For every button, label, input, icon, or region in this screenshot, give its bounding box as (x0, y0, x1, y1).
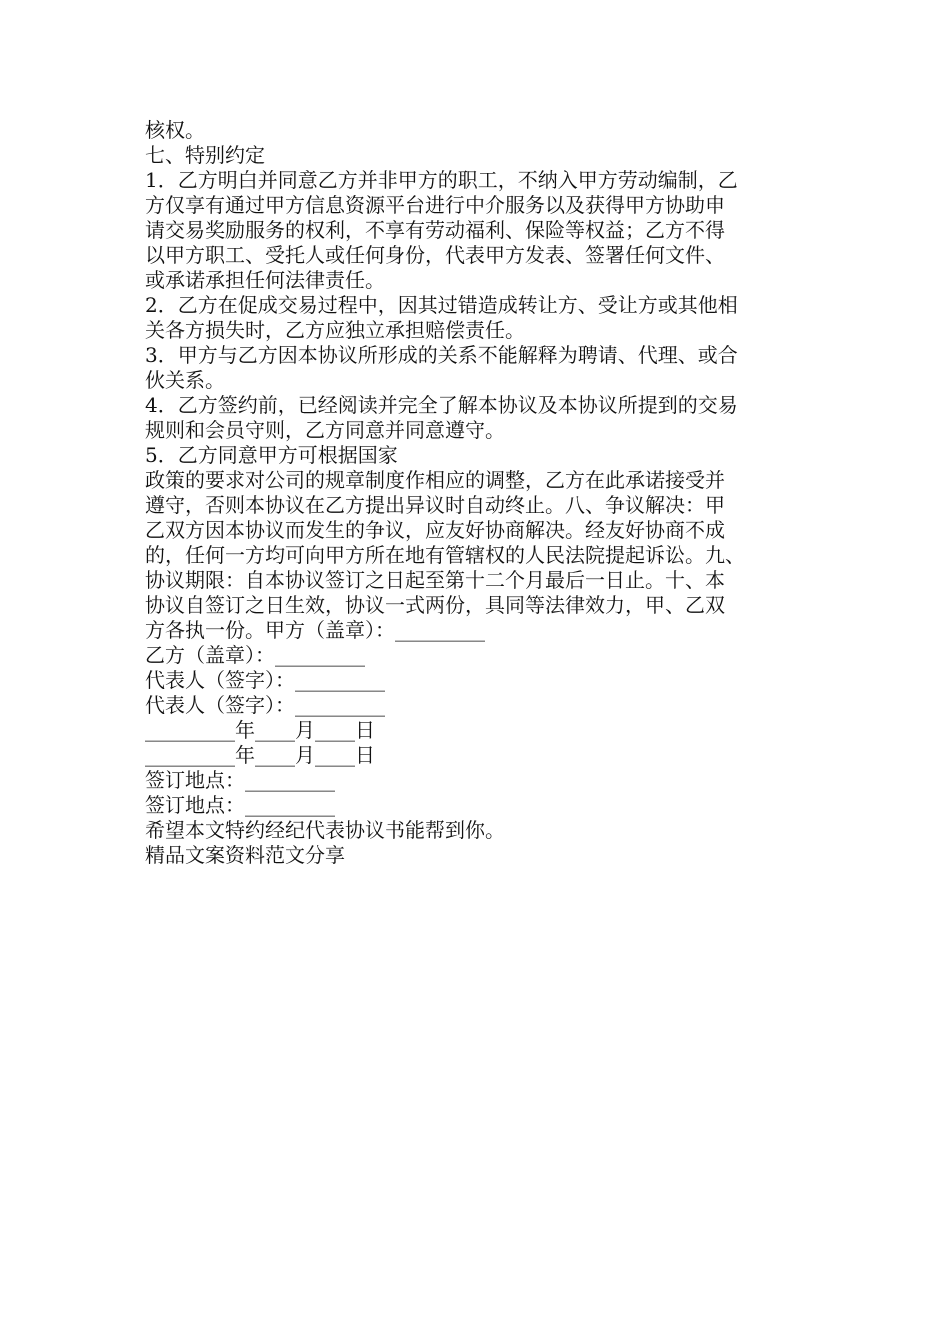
text-line: 方仅享有通过甲方信息资源平台进行中介服务以及获得甲方协助申 (145, 193, 725, 217)
text-line: 核权。 (145, 118, 205, 142)
signature-line-party-b: 乙方（盖章）：_________ (145, 643, 365, 667)
text-line: 遵守，否则本协议在乙方提出异议时自动终止。八、争议解决：甲 (145, 493, 725, 517)
date-line: _________年____月____日 (145, 743, 375, 767)
text-line: 5．乙方同意甲方可根据国家 (145, 443, 398, 467)
text-line: 协议自签订之日生效，协议一式两份，具同等法律效力，甲、乙双 (145, 593, 725, 617)
text-line: 以甲方职工、受托人或任何身份，代表甲方发表、签署任何文件、 (145, 243, 725, 267)
text-line: 请交易奖励服务的权利，不享有劳动福利、保险等权益；乙方不得 (145, 218, 725, 242)
document-body (145, 118, 810, 868)
text-line: 伙关系。 (145, 368, 225, 392)
footer-text: 精品文案资料范文分享 (145, 843, 345, 867)
section-heading: 七、特别约定 (145, 143, 265, 167)
text-line: 协议期限：自本协议签订之日起至第十二个月最后一日止。十、本 (145, 568, 725, 592)
representative-signature-line: 代表人（签字）：_________ (145, 693, 385, 717)
signing-place-line: 签订地点：_________ (145, 768, 335, 792)
closing-text: 希望本文特约经纪代表协议书能帮到你。 (145, 818, 505, 842)
signature-line-party-a: 方各执一份。甲方（盖章）：_________ (145, 618, 485, 642)
text-line: 2．乙方在促成交易过程中，因其过错造成转让方、受让方或其他相 (145, 293, 738, 317)
text-line: 关各方损失时，乙方应独立承担赔偿责任。 (145, 318, 525, 342)
text-line: 乙双方因本协议而发生的争议，应友好协商解决。经友好协商不成 (145, 518, 725, 542)
text-line: 政策的要求对公司的规章制度作相应的调整，乙方在此承诺接受并 (145, 468, 725, 492)
text-line: 3．甲方与乙方因本协议所形成的关系不能解释为聘请、代理、或合 (145, 343, 738, 367)
representative-signature-line: 代表人（签字）：_________ (145, 668, 385, 692)
date-line: _________年____月____日 (145, 718, 375, 742)
text-line: 或承诺承担任何法律责任。 (145, 268, 385, 292)
text-line: 4．乙方签约前，已经阅读并完全了解本协议及本协议所提到的交易 (145, 393, 738, 417)
text-line: 的，任何一方均可向甲方所在地有管辖权的人民法院提起诉讼。九、 (145, 543, 745, 567)
text-line: 1．乙方明白并同意乙方并非甲方的职工，不纳入甲方劳动编制，乙 (145, 168, 738, 192)
signing-place-line: 签订地点：_________ (145, 793, 335, 817)
text-line: 规则和会员守则，乙方同意并同意遵守。 (145, 418, 505, 442)
